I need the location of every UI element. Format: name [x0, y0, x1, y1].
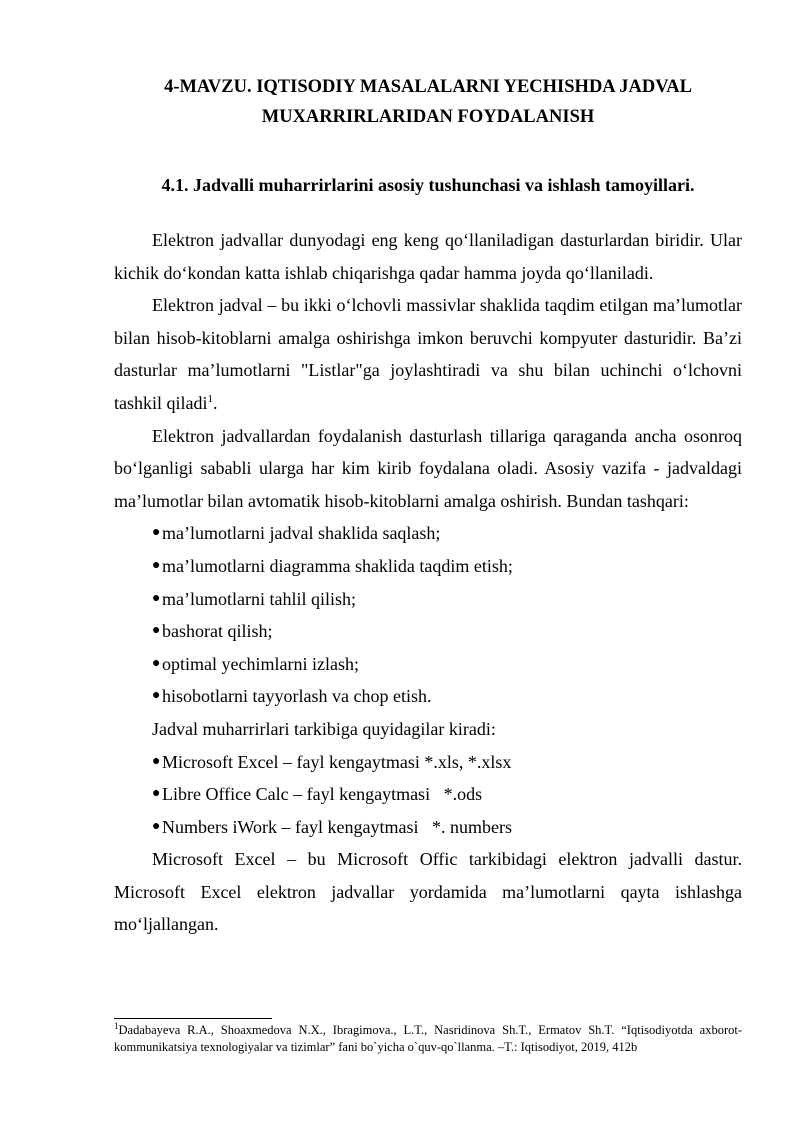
paragraph-1: Elektron jadvallar dunyodagi eng keng qo‘llaniladigan dasturlardan biridir. Ular kichik do‘kondan katta ishlab chiqarishga qadar hamma joyda qo‘llaniladi.: [114, 230, 742, 283]
list-item: ● ma’lumotlarni diagramma shaklida taqdim etish;: [114, 550, 742, 583]
paragraph-3: Elektron jadvallardan foydalanish dasturlash tillariga qaraganda ancha osonroq bo‘lganligi sababli ularga har kim kirib foydalana oladi. Asosiy vazifa - jadvaldagi ma’lumotlar bilan avtomatik hisob-kitoblarni amalga oshirish. Bundan tashqari:: [114, 425, 742, 511]
bullet-icon: ●: [152, 623, 161, 639]
editors-list: [114, 746, 742, 844]
footnote-mark: 1: [114, 1020, 119, 1031]
list-item: ● hisobotlarni tayyorlash va chop etish.: [114, 680, 742, 713]
bullet-icon: ●: [152, 655, 161, 671]
list-item: ● Numbers iWork – fayl kengaytmasi *. numbers: [114, 811, 742, 844]
paragraph-2: [114, 289, 742, 419]
list-item: ● Microsoft Excel – fayl kengaytmasi *.xls, *.xlsx: [114, 746, 742, 779]
footnote-text: Dadabayeva R.A., Shoaxmedova N.X., Ibragimova., L.T., Nasridinova Sh.T., Ermatov Sh.T. “Iqtisodiyotda axborot-kommunikatsiya texnologiyalar va tizimlar” fani bo`yicha o`quv-qo`llanma. –T.: Iqtisodiyot, 2019, 412b: [114, 1023, 742, 1054]
bullet-icon: ●: [152, 590, 161, 606]
list-item: ● ma’lumotlarni jadval shaklida saqlash;: [114, 517, 742, 550]
bullet-icon: ●: [152, 753, 161, 769]
list-item: ● Libre Office Calc – fayl kengaytmasi *.ods: [114, 778, 742, 811]
document-body: [114, 224, 742, 941]
bullet-icon: ●: [152, 688, 161, 704]
bullet-icon: ●: [152, 557, 161, 573]
chapter-title-line-1: 4-MAVZU. IQTISODIY MASALALARNI YECHISHDA JADVAL: [164, 77, 692, 97]
tasks-list: [114, 517, 742, 713]
footnote-divider: [114, 1018, 272, 1019]
paragraph-4: Jadval muharrirlari tarkibiga quyidagilar kiradi:: [152, 718, 496, 739]
bullet-icon: ●: [152, 818, 161, 834]
list-item: ● optimal yechimlarni izlash;: [114, 648, 742, 681]
list-item: ● bashorat qilish;: [114, 615, 742, 648]
paragraph-5: Microsoft Excel – bu Microsoft Offic tarkibidagi elektron jadvalli dastur. Microsoft Excel elektron jadvallar yordamida ma’lumotlarni qayta ishlashga mo‘ljallangan.: [114, 849, 742, 935]
section-heading: 4.1. Jadvalli muharrirlarini asosiy tushunchasi va ishlash tamoyillari.: [161, 175, 695, 195]
chapter-title: [114, 72, 742, 132]
bullet-icon: ●: [152, 786, 161, 802]
bullet-icon: ●: [152, 525, 161, 541]
list-item: ● ma’lumotlarni tahlil qilish;: [114, 583, 742, 616]
footnote-reference: 1: [207, 392, 213, 405]
footnote: [114, 1022, 742, 1056]
chapter-title-line-2: MUXARRIRLARIDAN FOYDALANISH: [261, 107, 595, 127]
paragraph-2-text: Elektron jadval – bu ikki o‘lchovli massivlar shaklida taqdim etilgan ma’lumotlar bilan hisob-kitoblarni amalga oshirishga imkon beruvchi kompyuter dasturidir. Ba’zi dasturlar ma’lumotlarni "Listlar"ga joylashtiradi va shu bilan uchinchi o‘lchovni tashkil qiladi: [114, 295, 742, 413]
paragraph-2-end: .: [213, 392, 218, 413]
